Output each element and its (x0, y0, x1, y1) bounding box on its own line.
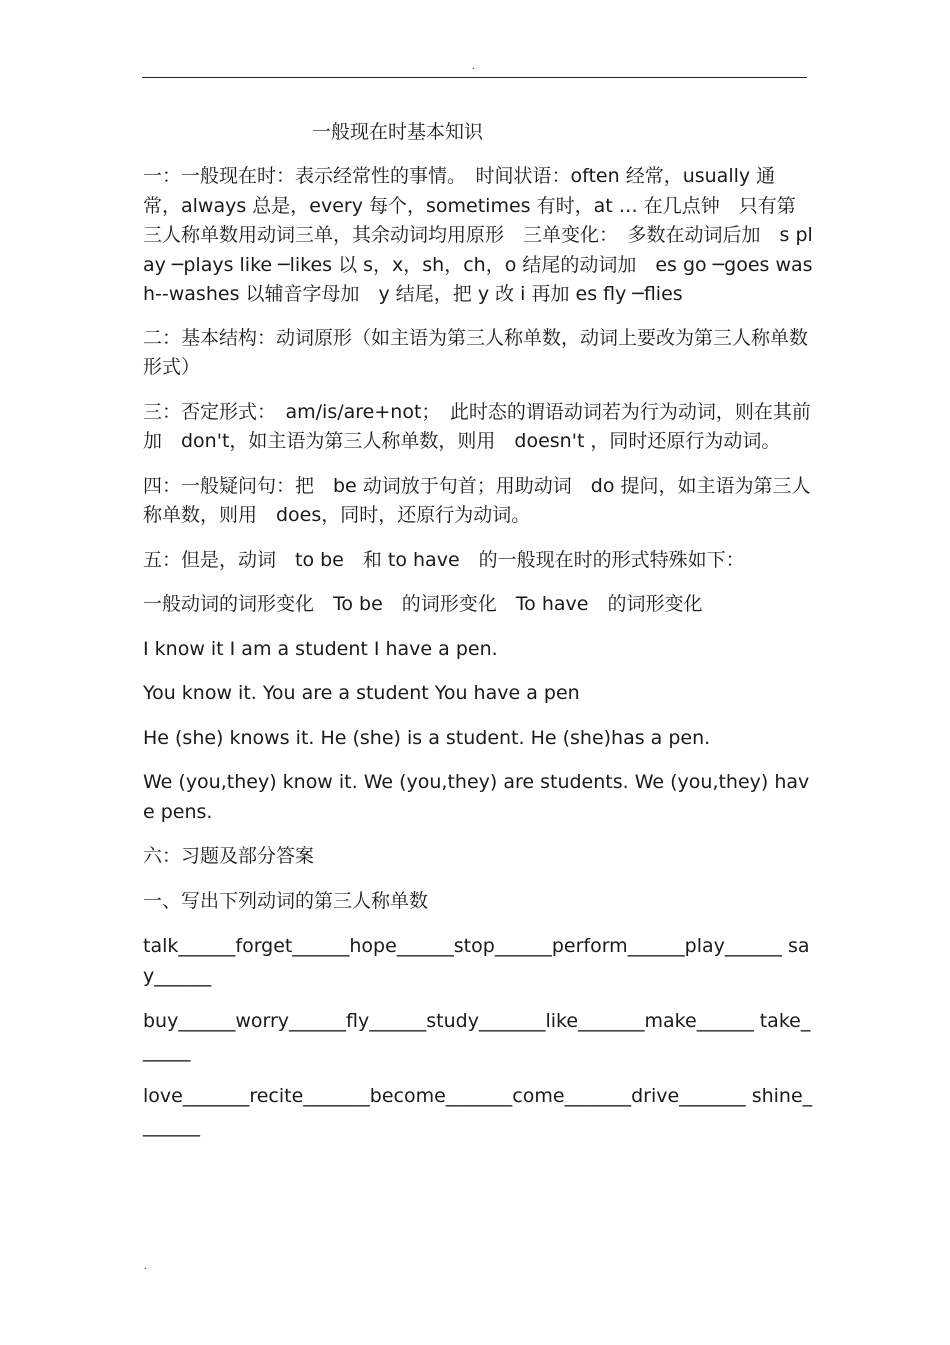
exercise-line-1: talk______forget______hope______stop______perform______play______ say______ (143, 935, 810, 987)
paragraph-table-header: 一般动词的词形变化 To be 的词形变化 To have 的词形变化 (143, 593, 703, 615)
paragraph-special-forms: 五：但是，动词 to be 和 to have 的一般现在时的形式特殊如下： (143, 548, 745, 571)
header-mark: . (472, 61, 476, 72)
example-row-we-you-they: We (you,they) know it. We (you,they) are students. We (you,they) have pens. (143, 771, 810, 823)
paragraph-structure: 二：基本结构：动词原形（如主语为第三人称单数，动词上要改为第三人称单数形式） (143, 326, 809, 378)
example-row-you: You know it. You are a student You have a pen (143, 682, 580, 704)
paragraph-definition: 一：一般现在时：表示经常性的事情。 时间状语：often 经常，usually 通常，always 总是，every 每个，sometimes 有时，at … 在几点钟 只有第三人称单数用动词三单，其余动词均用原形 三单变化： 多数在动词后加 s play ─plays like ─likes 以 s，x，sh，ch，o 结尾的动词加 es go ─goes wash--washes 以辅音字母加 y 结尾，把 y 改 i 再加 es fly ─flies (143, 165, 813, 305)
section-exercises-heading: 六：习题及部分答案 (143, 845, 315, 867)
footer-mark: . (144, 1261, 148, 1272)
document-body (143, 162, 813, 1156)
paragraph-question: 四：一般疑问句：把 be 动词放于句首；用助动词 do 提问，如主语为第三人称单数，则用 does，同时，还原行为动词。 (143, 474, 811, 526)
exercise-line-2: buy______worry______fly______study_______like_______make______ take______ (143, 1010, 811, 1062)
example-row-i: I know it I am a student I have a pen. (143, 637, 498, 660)
paragraph-negative: 三：否定形式： am/is/are+not； 此时态的谓语动词若为行为动词，则在其前加 don't，如主语为第三人称单数，则用 doesn't ，同时还原行为动词。 (143, 400, 811, 452)
example-row-he-she: He (she) knows it. He (she) is a student. He (she)has a pen. (143, 726, 711, 749)
header-rule (142, 77, 807, 78)
exercise-instruction: 一、写出下列动词的第三人称单数 (143, 889, 429, 912)
exercise-line-3: love_______recite_______become_______come_______drive_______ shine_______ (143, 1085, 813, 1137)
document-title: 一般现在时基本知识 (312, 121, 484, 143)
